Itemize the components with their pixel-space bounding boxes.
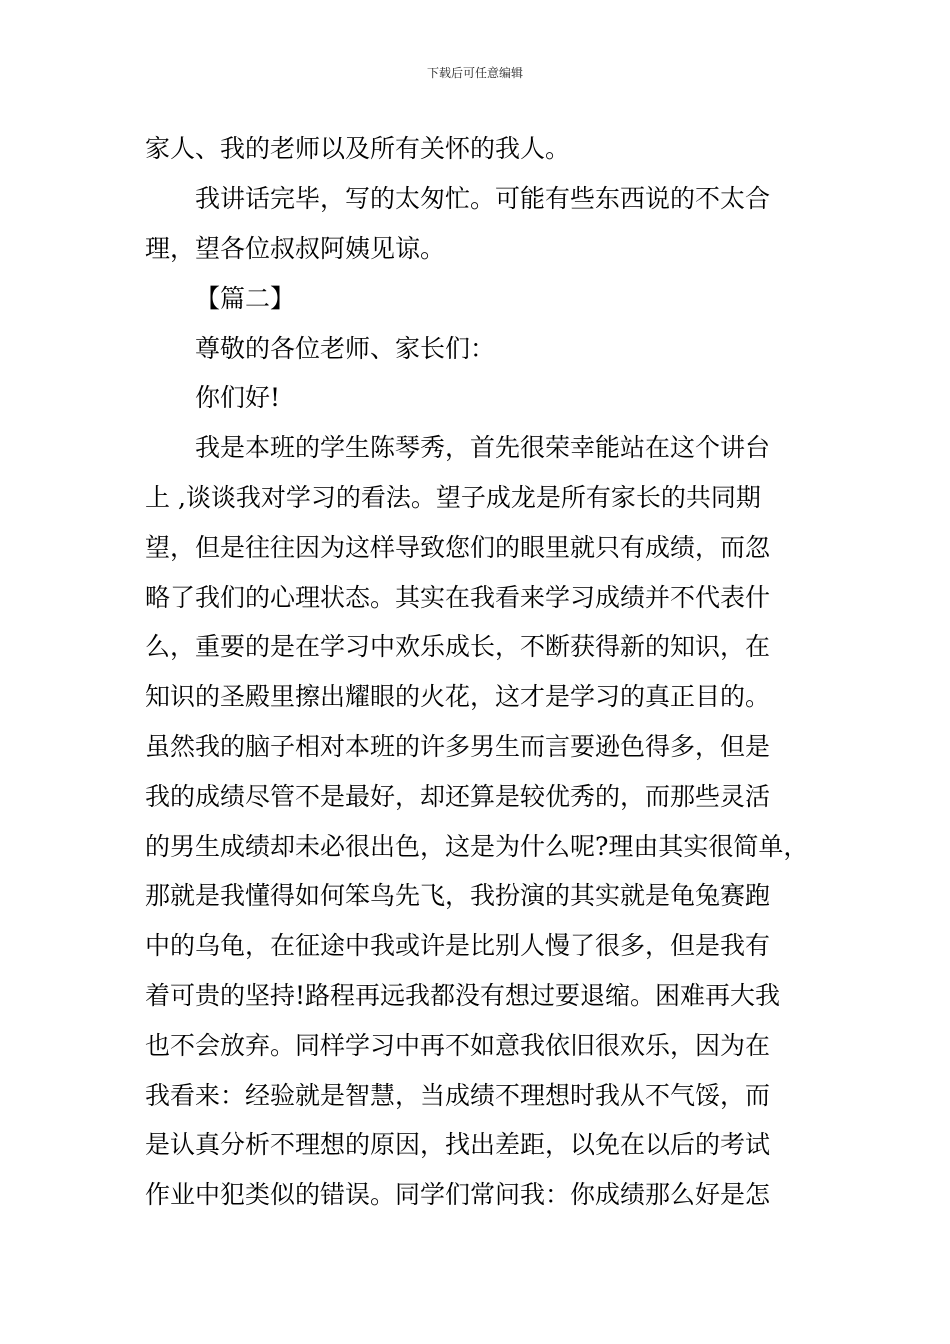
text-line: 我的成绩尽管不是最好，却还算是较优秀的，而那些灵活 xyxy=(145,782,771,811)
greeting: 你们好! xyxy=(195,383,281,412)
text-line: 虽然我的脑子相对本班的许多男生而言要逊色得多，但是 xyxy=(145,732,771,761)
text-line: 理，望各位叔叔阿姨见谅。 xyxy=(145,234,446,263)
text-line: 我看来：经验就是智慧，当成绩不理想时我从不气馁，而 xyxy=(145,1081,771,1110)
text-line: 那就是我懂得如何笨鸟先飞，我扮演的其实就是龟兔赛跑 xyxy=(145,881,771,910)
text-line: 我是本班的学生陈琴秀，首先很荣幸能站在这个讲台 xyxy=(195,433,771,462)
text-line: 我讲话完毕，写的太匆忙。可能有些东西说的不太合 xyxy=(195,184,771,213)
page-header: 下载后可任意编辑 xyxy=(426,66,523,80)
section-heading: 【篇二】 xyxy=(195,284,296,313)
text-line: 中的乌龟，在征途中我或许是比别人慢了很多，但是我有 xyxy=(145,931,771,960)
text-line: 略了我们的心理状态。其实在我看来学习成绩并不代表什 xyxy=(145,583,771,612)
text-line: 着可贵的坚持!路程再远我都没有想过要退缩。困难再大我 xyxy=(145,981,781,1010)
text-line: 上 ,谈谈我对学习的看法。望子成龙是所有家长的共同期 xyxy=(145,483,761,512)
text-line: 知识的圣殿里擦出耀眼的火花，这才是学习的真正目的。 xyxy=(145,682,771,711)
text-line: 也不会放弃。同样学习中再不如意我依旧很欢乐，因为在 xyxy=(145,1031,771,1060)
text-line: 是认真分析不理想的原因，找出差距，以免在以后的考试 xyxy=(145,1130,771,1159)
text-line: 望，但是往往因为这样导致您们的眼里就只有成绩，而忽 xyxy=(145,533,771,562)
text-line: 的男生成绩却未必很出色，这是为什么呢?理由其实很简单， xyxy=(145,832,809,861)
text-line: 作业中犯类似的错误。同学们常问我：你成绩那么好是怎 xyxy=(145,1180,771,1209)
text-line: 么，重要的是在学习中欢乐成长，不断获得新的知识，在 xyxy=(145,632,771,661)
text-line: 家人、我的老师以及所有关怀的我人。 xyxy=(145,134,571,163)
salutation: 尊敬的各位老师、家长们： xyxy=(195,334,496,363)
